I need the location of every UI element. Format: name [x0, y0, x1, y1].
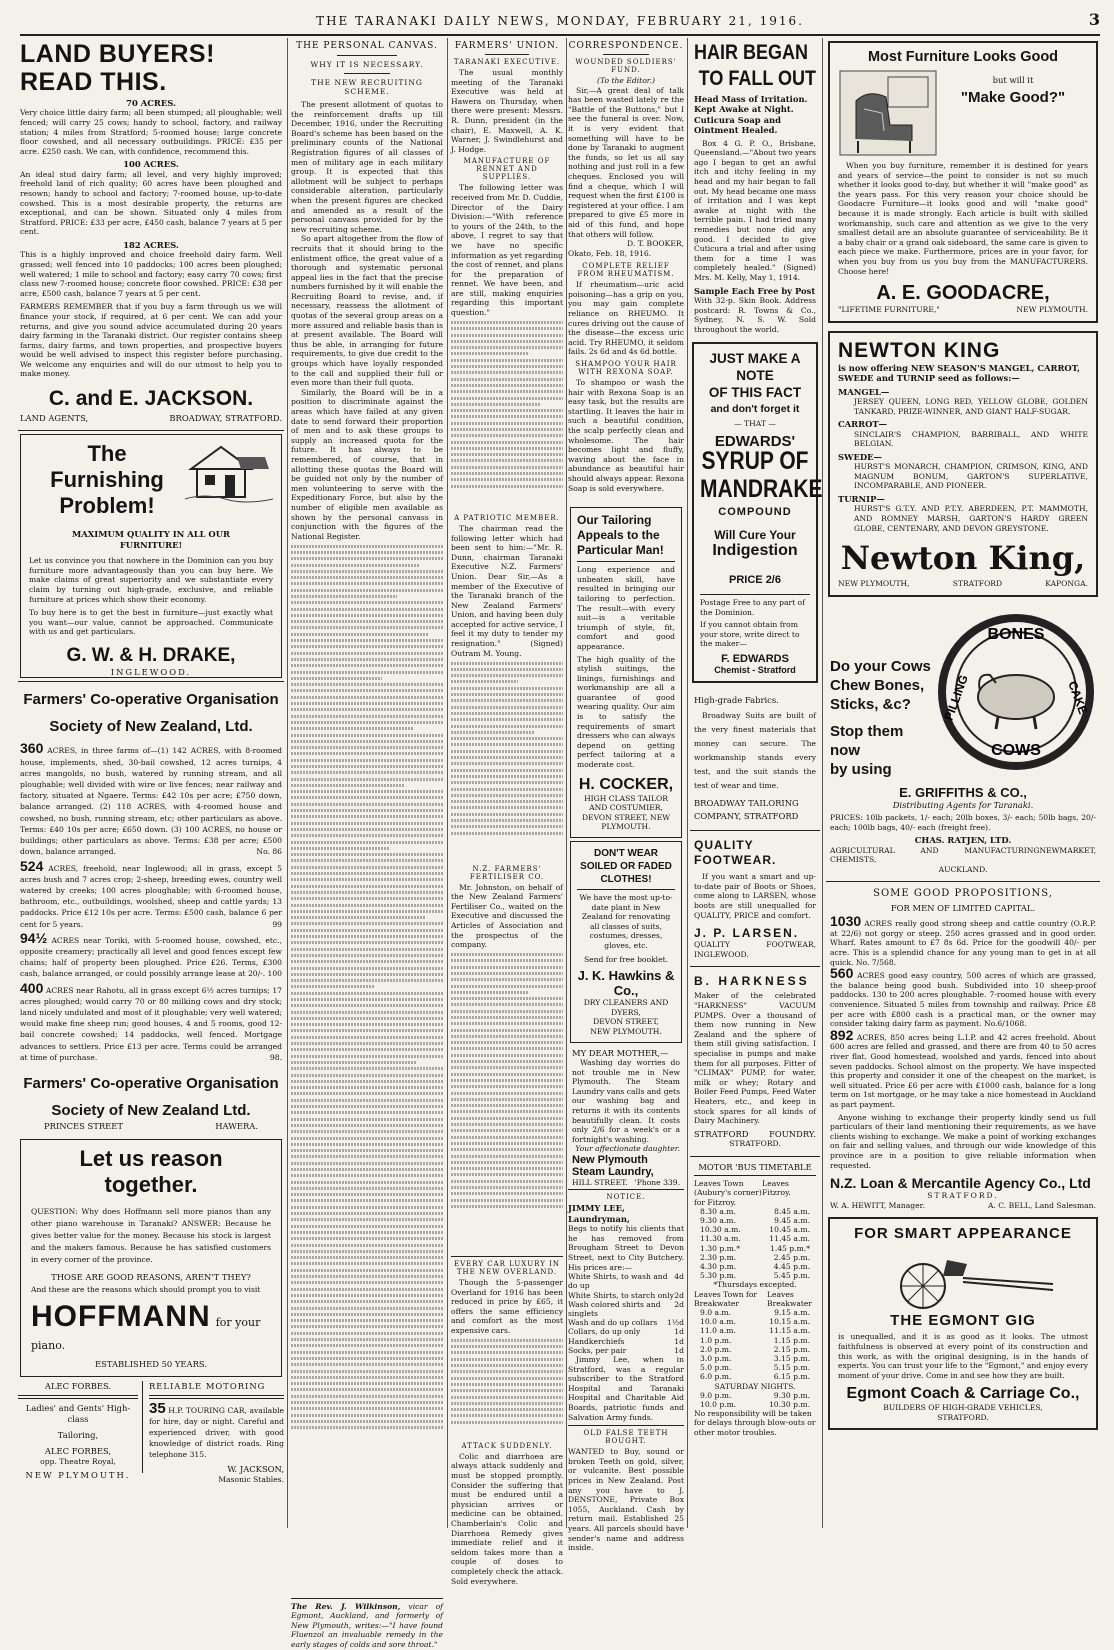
coop-street: PRINCES STREET: [44, 1120, 123, 1131]
union-paragraph: Mr. Johnston, on behalf of the New Zealand Farmers' Fertiliser Co., waited on the Executive and discussed the Articles of Association and the prospectus of the company.: [451, 882, 563, 950]
broadway-firm: BROADWAY TAILORING COMPANY, STRATFORD: [694, 798, 799, 822]
canvas-paragraph: Similarly, the Board will be in a position to discriminate against the areas which have failed at any given date to send forward their proportion of men and to ask these groups to supply an increased quota for the future. It has always to be remembered, of course, that in allotting these quotas the Board will be guided not only by the number of men volunteering to serve with the Expeditionary Force, but also by the number of eligible men available as shown by the personal canvass in conjunction with the figures of the National Register.: [291, 387, 443, 541]
bus-row: 10.0 p.m. 10.30 p.m.: [700, 1400, 810, 1410]
cuticura-sample-text: With 32-p. Skin Book. Address postcard: R. Towns & Co., Sydney, N. S. W. Sold throughout the world.: [694, 295, 816, 334]
editor-line: (To the Editor.): [597, 76, 655, 85]
cuticura-headline: HAIR BEGAN: [694, 40, 809, 64]
mandrake-maker-2: Chemist - Stratford: [714, 664, 796, 675]
griffiths-sub: Distributing Agents for Taranaki.: [892, 799, 1034, 810]
goodacre-tagline: "LIFETIME FURNITURE,": [838, 305, 940, 315]
drake-headline: The Furnishing: [50, 441, 164, 493]
bus-row: 1.0 p.m. 1.15 p.m.: [700, 1335, 810, 1345]
page-number: 3: [1088, 10, 1100, 29]
motoring-text: H.P. TOURING CAR, available for hire, day or night. Careful and experienced driver, with good knowledge of district roads. Ring telephone 315.: [149, 1406, 284, 1460]
bus-row: 3.0 p.m. 3.15 p.m.: [700, 1354, 810, 1364]
union-subhead: N.Z. FARMERS' FERTILISER CO.: [469, 864, 545, 881]
goodacre-firm: A. E. GOODACRE,: [876, 282, 1050, 305]
drake-body: Let us convince you that nowhere in the Dominion can you buy furniture more advantageously than you can buy here. We make claims of great superiority and we substantiate every claim by turning out high-grade, exclusive, and reliable furniture at prices which show their economy.: [29, 556, 273, 604]
larsen-head: QUALITY FOOTWEAR.: [694, 838, 777, 868]
laundry-text: Washing day worries do not trouble me in New Plymouth. The Steam Laundry vans calls and gets our washing bag and returns it with its contents beautifully clean. It costs only 2/6 for a week's or a fortnight's washing.: [572, 1057, 680, 1144]
forbes-line: Ladies' and Gents' High-class: [25, 1403, 131, 1424]
forbes-ad: [18, 1380, 143, 1481]
mandrake-brand-2: SYRUP OF: [701, 447, 809, 476]
bus-rows: [694, 1207, 816, 1281]
goodacre-text: When you buy furniture, remember it is destined for years and years of service—the point to consider is not so much whether it looks good to-day, but whether it will "make good" as the years pass. For this very reason your choice should be Goodacre Furniture—it looks good and will "make good" because it is made strongly. Each article is built with skilled workmanship, such care and attention as we give to the very smallest detail are an absolute guarantee of serviceability. Be it a baby chair or a grand oak sideboard, the same care is given to each piece we make. Furthermore, prices are in your favor, for when you buy from us you buy from the MANUFACTURERS. Choose here!: [838, 161, 1088, 276]
cocker-address: DEVON STREET, NEW PLYMOUTH.: [581, 812, 671, 832]
house-illustration-icon: [185, 441, 273, 501]
motoring-sign-2: Masonic Stables.: [218, 1474, 284, 1484]
hoffmann-name: HOFFMANN: [31, 1300, 211, 1334]
forbes-name: ALEC FORBES.: [44, 1380, 112, 1391]
union-paragraph: The following letter was received from Mr. D. Cuddie, Director of the Dairy Division:—"With reference to yours of the 24th, to the above, I regret to say that we have no specific information as yet regarding the cost of rennet, and plans for the preparation of rennet. We have been, and are still, making enquiries regarding this important question.": [451, 183, 563, 318]
bus-col-head: Leaves Town (Aubury's corner) for Fitzroy.: [694, 1179, 762, 1207]
correspondence-heading: CORRESPONDENCE.: [568, 41, 684, 51]
coop-listing-number: 524: [20, 857, 44, 874]
union-heading: FARMERS' UNION.: [454, 41, 560, 51]
hawkins-text: We have the most up-to-date plant in New Zealand for renovating all classes of suits, costumes, dresses, gloves, etc.: [579, 893, 673, 950]
griffiths-q: Do your Cows: [830, 657, 931, 675]
propositions-sub: FOR MEN OF LIMITED CAPITAL.: [890, 902, 1036, 913]
griffiths-firm: E. GRIFFITHS & CO.,: [899, 784, 1027, 800]
bus-except: *Thursdays excepted.: [713, 1280, 797, 1290]
newton-king-signature: Newton King,: [840, 539, 1086, 578]
motoring-title: RELIABLE MOTORING: [149, 1380, 266, 1391]
proposition-number: 1030: [830, 913, 862, 930]
coop-listing: [20, 979, 282, 1063]
gig-carriage-illustration-icon: [843, 1246, 1083, 1312]
coop-listing-text: ACRES, freehold, near Inglewood; all in grass, except 5 acres bush and 7 acres crop; 2-sheep, breeding ewes, country well watered by creeks; 100 acres ploughable; with 6-roomed house, bathroom, etc., outbuildings, woolshed, sheep and cattle yards; 13 paddocks. Price £12 10s per acre. Terms: £500 cash, balance 6 per cent for 5 years.: [20, 863, 282, 929]
column-rule: [566, 38, 567, 1528]
column-rule: [822, 38, 823, 1528]
coop-title-2: Society of New Zealand, Ltd.: [49, 718, 253, 736]
proposition-text: ACRES really good strong sheep and cattle country (O.R.P. at 22/6) not gorgy or steep. 250 acres grassed and in good order. Wharf. Rates amount to £7 8s 6d. Price for the goodwill 40/- per acre. This is a splendid chance for any young man to get in at all quick.: [830, 919, 1096, 967]
ratjen-town: NEWMARKET,: [1039, 845, 1096, 855]
newton-king-headline: NEWTON KING: [838, 338, 1001, 362]
coop-listing: [20, 857, 282, 930]
laundry-phone: 'Phone 339.: [634, 1177, 680, 1187]
cocker-tailoring-ad: [570, 507, 682, 838]
rheumatism-text: If rheumatism—uric acid poisoning—has a grip on you, you may gain complete reliance on RHEUMO. It cures driving out the cause of the disease—the excess uric acid. Try RHEUMO, it seldom fails. 2s 6d and 4s 6d bottle.: [568, 280, 684, 357]
column-2: [291, 38, 443, 1649]
larsen-firm: J. P. LARSEN.: [694, 926, 800, 941]
land-buyers-ad: [18, 38, 284, 427]
union-sub: TARANAKI EXECUTIVE.: [453, 58, 561, 66]
drake-subhead: MAXIMUM QUALITY IN ALL OUR: [72, 529, 230, 540]
laundry-sign: Your affectionate daughter.: [575, 1144, 680, 1154]
coop-listing-number: 400: [20, 979, 44, 996]
hoffmann-ad: [20, 1139, 282, 1376]
hawkins-line-2: DEVON STREET,: [593, 1017, 659, 1027]
logo-top-text: BONES: [987, 625, 1045, 643]
price-row: Collars, do up only 1d: [568, 1327, 684, 1337]
proposition-item: [830, 965, 1096, 1029]
mandrake-cannot: If you cannot obtain from your store, write direct to the maker—: [700, 620, 800, 649]
hawkins-booklet: Send for free booklet.: [583, 954, 669, 964]
bus-col-head-4: Leaves Breakwater: [766, 1289, 813, 1308]
canvas-paragraph: So apart altogether from the flow of recruits that it should bring to the enlistment office, the great value of a thorough and systematic personal appeal lies in the fact that the precise numbers furnished by it will enable the Recruiting Board to revise, and, if necessary, reassess the allotment of quotas of the several group areas on a more assured and reliable basis than is at present available. The Board will thus be able, in arranging for future requirements, to give due credit to the groups which have loyally responded to the call and supplied their full or even more than their full quota.: [291, 234, 443, 388]
bus-row: 11.0 a.m. 11.15 a.m.: [700, 1326, 810, 1336]
drake-headline-2: Problem!: [59, 493, 155, 519]
price-row: Wash and do up collars 1½d: [568, 1318, 684, 1328]
bus-row: 5.0 p.m. 5.15 p.m.: [700, 1363, 810, 1373]
coop-listing: [20, 740, 282, 857]
firm-address: BROADWAY, STRATFORD.: [169, 413, 282, 424]
coop-listing-ref: 100: [267, 969, 282, 979]
listing-head: 100 ACRES.: [123, 159, 179, 170]
masthead: [20, 8, 1100, 36]
harkness-text: Maker of the celebrated "HARKNESS" VACUUM PUMPS. Over a thousand of them now running in New Zealand and the sphere of them still giving satisfaction. I specialise in pumps and make them for all purposes. Fitter of "CLIMAX" PUMP, for water, milk or whey; Rotary and Boiler Feed Pumps, Feed Water Heaters, etc., and keep in stock spares for all kinds of Dairy Machinery.: [694, 991, 816, 1126]
overland-heading: EVERY CAR LUXURY IN THE NEW OVERLAND.: [454, 1260, 560, 1277]
hoffmann-est: ESTABLISHED 50 YEARS.: [95, 1359, 207, 1370]
bus-saturday: SATURDAY NIGHTS.: [714, 1381, 796, 1391]
price-row: White Shirts, to starch only 2d: [568, 1290, 684, 1300]
correspondence-sign-2: Okato, Feb. 18, 1916.: [568, 248, 652, 258]
seed-group: [838, 452, 1088, 491]
seed-group-name: CARROT—: [838, 419, 887, 430]
bus-col-head-3: Leaves Town for Breakwater: [694, 1289, 758, 1308]
listing-head: 182 ACRES.: [123, 239, 179, 250]
forbes-address: opp. Theatre Royal,: [40, 1456, 116, 1466]
larsen-text: If you want a smart and up-to-date pair of Boots or Shoes, come along to LARSEN, whose boots are still unequalled for QUALITY, PRICE and comfort.: [694, 872, 816, 920]
proposition-number: 560: [830, 965, 854, 982]
hawkins-ad: [570, 841, 682, 1043]
price-row: Handkerchiefs 1d: [568, 1336, 684, 1346]
firm-role: LAND AGENTS,: [20, 413, 89, 424]
correspondence-sign: D. T. BOOKER,: [627, 239, 684, 249]
seed-group: [838, 494, 1088, 533]
proposition-ref: No.6/1068.: [983, 1019, 1027, 1029]
bus-row: 10.30 a.m. 10.45 a.m.: [700, 1225, 810, 1235]
proposition-ref: No. 7/568.: [855, 957, 897, 967]
correspondence-letter: Sir,—A great deal of talk has been wasted lately re the "Battle of the Buttons," but I see the funeral is over. Now, it is very evident that something will have to be done by Taranaki to augment the funds, so let us all say nothing and just roll in a few cheques. Enclosed you will find a cheque, which I will request when the first £100 is registered at your office. I am prepared to give £5 more in aid of this fund, and hope that others will follow.: [568, 85, 684, 239]
coop-listing-text: ACRES near Toriki, with 5-roomed house, cowshed, etc., opposite creamery; practically all level and good fences except few chains; half of property been ploughed. Price £26. Terms, £300 cash, balance arranged, or could possibly arrange lease at 20/-.: [20, 935, 282, 979]
seed-group: [838, 387, 1088, 417]
laundry-ad: [568, 1046, 684, 1191]
teeth-text: WANTED to Buy, sound or broken Teeth on gold, silver, or vulcanite. Best possible prices in New Zealand. Post any you have to J. DENSTONE, Private Box 1055, Auckland. Cash by return mail. Established 25 years. All parcels should have sender's name and address inside.: [568, 1447, 684, 1553]
union-subhead: A PATRIOTIC MEMBER.: [454, 513, 560, 522]
rheumatism-heading: COMPLETE RELIEF FROM RHEUMATISM.: [577, 262, 675, 279]
griffiths-ad: [826, 603, 1100, 879]
motoring-ad: [143, 1380, 284, 1484]
bus-timetable: [690, 1160, 820, 1439]
armchair-illustration-icon: [838, 69, 938, 157]
newton-king-intro: is now offering NEW SEASON'S MANGEL, CARROT, SWEDE and TURNIP seed as follows:—: [838, 362, 1080, 384]
coop-listing-number: 360: [20, 740, 44, 757]
proposition-text: ACRES good easy country, 500 acres of which are grassed, the balance being good bush. Subdivided into 10 sheep-proof paddocks. 130 to 200 acres ploughable. 7-roomed house with every convenience. Situated 5 miles from township and railway. Price £8 per acre with £800 cash is a practical man, or the owner may consider taking dairy farm as payment.: [830, 971, 1096, 1029]
goodacre-town: NEW PLYMOUTH.: [1016, 305, 1088, 315]
bus-row: 1.30 p.m.* 1.45 p.m.*: [700, 1243, 810, 1253]
mandrake-brand: EDWARDS': [714, 432, 796, 450]
egmont-headline: FOR SMART APPEARANCE: [854, 1225, 1072, 1243]
larsen-sub: QUALITY FOOTWEAR, INGLEWOOD.: [694, 940, 816, 959]
logo-right-text: CAKE: [1065, 678, 1091, 716]
canvas-paragraph: The present allotment of quotas to the reinforcement drafts up till December, 1916, under the Recruiting Board's scheme has been based on the preliminary counts of the National Registration figures of all classes of men of military age in each military group. It is expected that this allotment will be subject to perhaps considerable alteration, particularly when the present figures are checked and amended as a result of the personal canvass provided for by the new recruiting scheme.: [291, 100, 443, 234]
egmont-gig-ad: [828, 1217, 1098, 1430]
logo-center-text: COWS: [991, 741, 1041, 759]
seed-group-items: JERSEY QUEEN, LONG RED, YELLOW GLOBE, GOLDEN TANKARD, PRIZE-WINNER, AND GIANT HALF-SUGAR.: [854, 396, 1088, 416]
notice-footer: Jimmy Lee, when in Stratford, was a regular subscriber to the Stratford Hospital and Taranaki Hospital and Charitable Aid Boards, patriotic funds and Salvation Army funds.: [568, 1355, 684, 1422]
mandrake-line-2: OF THIS FACT: [708, 385, 802, 401]
column-rule: [287, 38, 288, 1528]
loan-agency-firm: N.Z. Loan & Mercantile Agency Co., Ltd: [830, 1175, 1091, 1192]
bus-row: 8.30 a.m. 8.45 a.m.: [700, 1206, 810, 1216]
proposition-item: [830, 1026, 1096, 1110]
bus-row: 9.30 a.m. 9.45 a.m.: [700, 1215, 810, 1225]
logo-left-text: PILLING: [941, 672, 971, 722]
bus-row: 4.30 p.m. 4.45 p.m.: [700, 1261, 810, 1271]
griffiths-stop: Stop them now: [830, 722, 904, 759]
griffiths-prices: PRICES: 10lb packets, 1/- each; 20lb boxes, 3/- each; 50lb bags, 20/- each; 100lb bags, 40/- each (freight free).: [830, 813, 1096, 832]
seed-group-items: HURST'S G.T.Y. AND P.T.Y. ABERDEEN, P.T. MAMMOTH, AND ROMNEY MARSH, GARTON'S HARDY GREEN GLOBE, CENTENARY, AND DEVON GREYSTONE.: [854, 504, 1088, 533]
propositions-closing: Anyone wishing to exchange their property kindly send us full particulars of their land mentioning their requirements, as we have clients wishing to exchange. We make a point of working exchanges on fair and selling values, and through our wide knowledge of this province are in a position to give reliable information when requested.: [830, 1112, 1096, 1170]
goodacre-sub: but will it: [992, 75, 1034, 85]
column-6: [826, 38, 1100, 1530]
attack-text: Colic and diarrhoea are always attack suddenly and must be stopped promptly. Consider the suffering that must be endured until a physician arrives or medicine can be obtained. Chamberlain's Colic and Diarrhoea Remedy gives immediate relief and it seldom takes more than a couple of doses to completely check the attack. Sold everywhere.: [451, 1451, 563, 1586]
hawkins-line-3: NEW PLYMOUTH.: [590, 1026, 662, 1036]
overland-text: Though the 5-passenger Overland for 1916 has been reduced in price by £65, it offers the same efficiency and comfort as the most expensive cars.: [451, 1278, 563, 1335]
hawkins-firm: J. K. Hawkins & Co.,: [577, 968, 675, 999]
union-text-continued: [451, 321, 563, 511]
tailoring-text-2: The high quality of the stylish suitings, the linings, furnishings and workmanship are all a guarantee of good wearing quality. Our aim is to satisfy the requirements of smart dressers who can always depend on getting perfect tailoring at a moderate cost.: [577, 654, 675, 770]
loan-agency-salesman: A. C. BELL, Land Salesman.: [987, 1200, 1096, 1210]
coop-listing-ref: No. 86: [256, 847, 282, 857]
motoring-sign: W. JACKSON,: [227, 1464, 284, 1475]
forbes-name-2: ALEC FORBES,: [44, 1446, 112, 1457]
teeth-heading: OLD FALSE TEETH BOUGHT.: [583, 1429, 669, 1446]
mandrake-compound: COMPOUND: [718, 505, 792, 518]
coop-town: HAWERA.: [215, 1120, 258, 1131]
propositions-headline: SOME GOOD PROPOSITIONS,: [873, 888, 1053, 900]
goodacre-quote: "Make Good?": [960, 89, 1066, 107]
seed-group-name: MANGEL—: [838, 386, 890, 397]
price-row: Wash colored shirts and singlets 2d: [568, 1299, 684, 1319]
cuticura-sub: Head Mass of Irritation. Kept Awake at Night. Cuticura Soap and Ointment Healed.: [694, 94, 808, 136]
bus-row: 5.30 p.m. 5.45 p.m.: [700, 1271, 810, 1281]
cocker-firm: H. COCKER,: [578, 775, 674, 793]
canvas-sub: WHY IT IS NECESSARY.: [310, 60, 424, 69]
coop-listing: [20, 929, 282, 980]
seed-group-name: SWEDE—: [838, 451, 882, 462]
egmont-text: is unequalled, and it is as good as it looks. The utmost faithfulness is observed at every point of its construction and this work, as with the original designing, is in the hands of experts. You can trust your life to the "Egmont," and enjoy every moment of your drive. Come in and see how they are built.: [838, 1332, 1088, 1380]
cuticura-headline-2: TO FALL OUT: [698, 66, 816, 90]
hoffmann-reasons: THOSE ARE GOOD REASONS, AREN'T THEY?: [51, 1272, 251, 1283]
newton-king-town: NEW PLYMOUTH,: [838, 579, 910, 589]
attack-heading: ATTACK SUDDENLY.: [461, 1441, 553, 1450]
column-5: [690, 38, 823, 1530]
bonemeal-logo-icon: [936, 607, 1096, 777]
proposition-text: ACRES, 850 acres being L.I.P. and 42 acres freehold. About 600 acres are felled and grassed, and there are from 40 to 50 acres river flat. Good homestead, woolshed and yards, fenced into about seven paddocks. School almost on the property. We have inspected this property and consider it one of the cheapest on the market, is well situated. Price £6 per acre with £1000 cash, balance for a long term on 1st mortgage, or he may take a nice homestead in Auckland as part payment.: [830, 1032, 1096, 1109]
newton-king-town-2: STRATFORD: [952, 579, 1003, 589]
mandrake-price: PRICE 2/6: [729, 573, 781, 586]
cuticura-sample: Sample Each Free by Post: [694, 285, 816, 296]
loan-agency-town: STRATFORD.: [927, 1191, 999, 1201]
egmont-firm: Egmont Coach & Carriage Co.,: [846, 1385, 1080, 1403]
cocker-line: HIGH CLASS TAILOR AND COSTUMIER,: [584, 793, 668, 813]
drake-firm: G. W. & H. DRAKE,: [66, 645, 236, 667]
bus-row: 2.0 p.m. 2.15 p.m.: [700, 1344, 810, 1354]
column-4: [568, 38, 684, 1553]
mandrake-line: JUST MAKE A NOTE: [709, 351, 801, 384]
canvas-text-continued: [291, 545, 443, 1595]
newton-king-ad: [828, 331, 1098, 597]
bus-row: 9.0 p.m. 9.30 p.m.: [700, 1390, 810, 1400]
ratjen-line: AGRICULTURAL AND MANUFACTURING CHEMISTS,: [830, 845, 1040, 865]
griffiths-stop-2: by using: [830, 760, 892, 778]
coop-title-repeat: Farmers' Co-operative Organisation: [23, 1074, 279, 1092]
hawkins-line: DRY CLEANERS AND DYERS,: [583, 998, 669, 1017]
bus-row: 9.0 a.m. 9.15 a.m.: [700, 1308, 810, 1317]
laundry-greeting: MY DEAR MOTHER,—: [572, 1047, 669, 1058]
column-rule: [447, 38, 448, 1528]
mandrake-cure: Will Cure Your: [714, 527, 796, 542]
notice-text: Begs to notify his clients that he has removed from Brougham Street to Devon Street, next to City Butchery. His prices are:—: [568, 1224, 684, 1272]
hoffmann-tag: for your piano.: [31, 1316, 261, 1353]
coop-listing-ref: 99: [272, 919, 282, 929]
shampoo-heading: SHAMPOO YOUR HAIR WITH REXONA SOAP.: [575, 360, 677, 377]
hoffmann-reasons-2: And these are the reasons which should prompt you to visit: [31, 1284, 261, 1294]
laundry-address: HILL STREET.: [572, 1177, 628, 1187]
griffiths-q-2: Chew Bones,: [830, 676, 925, 694]
bus-row: 10.0 a.m. 10.15 a.m.: [700, 1317, 810, 1327]
tailoring-headline: Our Tailoring Appeals to the Particular Man!: [577, 513, 664, 558]
drake-subhead-2: FURNITURE!: [119, 539, 183, 550]
price-row: Socks, per pair 1d: [568, 1345, 684, 1355]
union-paragraph: The usual monthly meeting of the Taranaki Executive was held at Hawera on Thursday, when there were present: Messrs. R. Dunn, president (in the chair), E. Maxwell, A. K. Warner, J. Swindlehurst and J. Hodge.: [451, 68, 563, 154]
farmers-remember-note: FARMERS REMEMBER that if you buy a farm through us we will finance your stock, if required, at 6 per cent. We can add your returns, and give you sound advice accumulated during 20 years dairy farming in the Taranaki district. Our register contains sheep farms, dairy farms, and town properties, and prospective buyers would be well advised to inspect this register before purchasing. We welcome any enquiries and will do our utmost to help you to make money.: [20, 302, 282, 379]
masthead-title: THE TARANAKI DAILY NEWS, MONDAY, FEBRUARY 21, 1916.: [316, 14, 804, 28]
bus-row: 2.30 p.m. 2.45 p.m.: [700, 1252, 810, 1262]
mandrake-maker: F. EDWARDS: [721, 652, 789, 665]
griffiths-q-3: Sticks, &c?: [830, 695, 911, 713]
propositions-ad: [826, 885, 1100, 1214]
laundry-name: New Plymouth Steam Laundry,: [572, 1153, 654, 1178]
proposition-item: [830, 913, 1096, 967]
forbes-town: NEW PLYMOUTH.: [25, 1470, 131, 1481]
fluenzol-testimonial: [291, 1602, 443, 1650]
column-3: [451, 38, 563, 1586]
harkness-ad: [690, 970, 820, 1152]
overland-text-continued: [451, 1339, 563, 1439]
union-subhead: MANUFACTURE OF RENNET AND SUPPLIES.: [463, 157, 551, 182]
mandrake-brand-3: MANDRAKE: [700, 475, 823, 504]
cuticura-text: Box 4 G. P. O., Brisbane, Queensland.—"About two years ago I began to get an awful itch and itchy feeling in my head and my hair began to fall out. My head became one mass of irritation and I was kept awake at night with the terrible pain. I had tried many remedies but none did any good. I decided to give Cuticura a trial and after using them for a time I was completely healed." (Signed) Mrs. M. Kelly, May 1, 1914.: [694, 138, 816, 282]
broadway-text: Broadway Suits are built of the very finest materials that money can secure. The workmanship stands every test, and the suit stands the test of wear and time.: [694, 711, 816, 791]
union-paragraph: The chairman read the following letter which had been sent to him:—"Mr. R. Dunn, chairman Taranaki Executive N.Z. Farmers' Union. Dear Sir,—As a member of the Executive of the Taranaki branch of the New Zealand Farmers' Union, and having been duly accepted for active service, I feel it my duty to tender my resignation." (Signed) Outram M. Young.: [451, 523, 563, 658]
broadway-ad: [690, 691, 820, 827]
bus-footer: No responsibility will be taken for delays through blow-outs or other motor troubles.: [694, 1409, 816, 1437]
mandrake-ad: [692, 342, 823, 683]
seed-group-items: HURST'S MONARCH, CHAMPION, CRIMSON, KING, AND MAGNUM BONUM, GARTON'S SUPERLATIVE, INCOMPARABLE, AND PIONEER.: [854, 462, 1088, 491]
coop-listing-ref: 98.: [269, 1052, 282, 1062]
canvas-sub-2: THE NEW RECRUITING SCHEME.: [311, 78, 423, 96]
hoffmann-headline: Let us reason together.: [79, 1146, 223, 1198]
notice-name: JIMMY LEE, Laundryman,: [568, 1203, 630, 1224]
column-rule: [687, 38, 688, 1528]
loan-agency-manager: W. A. HEWITT, Manager.: [830, 1200, 925, 1210]
egmont-town: STRATFORD.: [937, 1412, 989, 1422]
drake-town: INGLEWOOD.: [110, 667, 192, 678]
seed-group: [838, 419, 1088, 449]
bus-row: 6.0 p.m. 6.15 p.m.: [700, 1372, 810, 1382]
listing-text: An ideal stud dairy farm; all level, and very highly improved; freehold land of rich quality; 60 acres have been ploughed and resown; handy to school and factory; 7-roomed house, up-to-date cowshed. This is a most desirable property, the returns are exceptional, and can be shown. Situated only 4 miles from Stratford. PRICE: £33 per acre, £450 cash, balance 7 years at 5 per cent.: [20, 169, 282, 237]
bus-rows-2: [694, 1308, 816, 1382]
notice-heading: NOTICE.: [606, 1193, 646, 1202]
tailoring-text: Long experience and unbeaten skill, have resulted in bringing our tailoring to perfection. The result—with every suit—is a veritable triumph of style, fit, comfort and good appearance.: [577, 565, 675, 651]
goodacre-ad: [828, 41, 1098, 323]
harkness-footer-right: FOUNDRY.: [769, 1128, 816, 1139]
coop-listing-number: 94½: [20, 929, 48, 946]
listing-text: Very choice little dairy farm; all been stumped; all ploughable; well fenced; will carry 25 cows; handy to school, factory, and railway station; 4 miles from Stratford; 5-roomed house; large concrete floor cowshed, and all necessary outbuildings. PRICE: £35 per acre. £250 cash. We can, with confidence, recommend this.: [20, 108, 282, 156]
egmont-name: THE EGMONT GIG: [890, 1312, 1036, 1330]
bus-col-head-2: Leaves Fitzroy.: [762, 1179, 791, 1198]
broadway-head: High-grade Fabrics.: [694, 694, 779, 705]
ratjen-firm: CHAS. RATJEN, LTD.: [914, 835, 1012, 846]
shampoo-text: To shampoo or wash the hair with Rexona Soap is an easy task, but the results are startling. It leaves the hair in such a beautiful condition, the scalp perfectly clean and wholesome. The hair becomes light and fluffy, waving about the face in abundance as beautiful hair should always appear. Rexona Soap is sold everywhere.: [568, 378, 684, 493]
cuticura-ad: [690, 38, 820, 336]
correspondence-sub: WOUNDED SOLDIERS' FUND.: [575, 58, 677, 74]
goodacre-headline: Most Furniture Looks Good: [867, 49, 1059, 65]
proposition-number: 892: [830, 1026, 854, 1043]
harkness-town: STRATFORD.: [729, 1139, 781, 1149]
drake-body-2: To buy here is to get the best in furniture—just exactly what you want—our value, cannot be approached. Communicate with us and get particulars.: [29, 608, 273, 637]
land-buyers-headline: LAND BUYERS! READ THIS.: [20, 40, 215, 96]
hawkins-headline: DON'T WEAR SOILED OR FADED CLOTHES!: [580, 848, 672, 885]
egmont-sub: BUILDERS OF HIGH-GRADE VEHICLES,: [883, 1403, 1043, 1413]
bus-row: 11.30 a.m. 11.45 a.m.: [700, 1234, 810, 1244]
column-1: [18, 38, 284, 1530]
newton-king-town-3: KAPONGA.: [1045, 579, 1088, 589]
mandrake-postage: Postage Free to any part of the Dominion.: [700, 597, 805, 617]
union-text-continued: [451, 662, 563, 862]
union-text-continued: [451, 953, 563, 1253]
hoffmann-question: QUESTION: Why does Hoffmann sell more pianos than any other piano warehouse in Taranaki? ANSWER: Because he gives better value for the money. Because his stock is largest and the makers famous. Because he has satisfied customers in every corner of the province.: [31, 1207, 271, 1265]
testimonial-name: The Rev. J. Wilkinson,: [291, 1601, 401, 1611]
seed-group-name: TURNIP—: [838, 493, 885, 504]
price-row: White Shirts, to wash and do up 4d: [568, 1272, 684, 1291]
harkness-firm: B. HARKNESS: [694, 974, 810, 989]
testimonial-text: vicar of Egmont, Auckland, and formerly of New Plymouth, writes:—"I have found Fluenzol an invaluable remedy in the early stages of colds and sore throat.": [291, 1601, 443, 1649]
coop-listing-text: ACRES, in three farms of—(1) 142 ACRES, with 8-roomed house, implements, shed, 30-bail cowshed, 12 acres turnips, 4 acres mangolds, no bush, watered by running stream, and all ploughable; well divided with wire or live fences; near railway and factory, situated at Ngaere. Terms: £42 10s per acre; £750 down, balance arranged. (2) 118 ACRES, with 4-roomed house and cowshed, no bush, running stream, etc; other particulars as above. Terms: £40 10s per acre; £650 down. (3) 100 ACRES, no house or buildings; other particulars as above. Terms: £38 per acre; £500 down, balance arranged.: [20, 746, 282, 857]
farmers-coop-ad: [18, 685, 284, 1135]
jackson-firm: C. and E. JACKSON.: [48, 387, 254, 411]
larsen-ad: [690, 834, 820, 963]
bus-rows-3: [694, 1391, 816, 1409]
mandrake-line-3: and don't forget it: [710, 403, 800, 416]
bus-title: MOTOR 'BUS TIMETABLE: [698, 1161, 812, 1172]
mandrake-indigestion: Indigestion: [712, 541, 798, 559]
canvas-heading: THE PERSONAL CANVAS.: [296, 41, 438, 51]
coop-title: Farmers' Co-operative Organisation: [23, 691, 279, 709]
coop-title-repeat-2: Society of New Zealand Ltd.: [51, 1101, 251, 1119]
listing-text: This is a highly improved and choice freehold dairy farm. Well grassed; well fenced into 10 paddocks; 100 acres been ploughed; well watered; 1 mile to school and factory; easy carry 70 cows; first class new 7-roomed house; concrete floor cowshed. PRICE: £38 per acre, £500 cash, balance 7 years at 5 per cent.: [20, 250, 282, 298]
coop-listing-text: ACRES near Rahotu, all in grass except 6½ acres turnips; 17 acres ploughed; would carry 70 or 80 milking cows and dry stock; land nicely undulated and most of it ploughable; very well watered; would make fine sheep run; good houses, 4 and 5 rooms, good 12-bail concrete cowshed; 14 paddocks, well fenced. Mortgage advances to settlers. Price £13 per acre. Terms could be arranged at time of purchase.: [20, 985, 282, 1062]
harkness-footer-left: STRATFORD: [694, 1128, 749, 1139]
ratjen-city: AUCKLAND.: [938, 864, 988, 874]
forbes-line-2: Tailoring,: [57, 1429, 99, 1440]
drake-furnishing-ad: [20, 434, 282, 678]
mandrake-line-4: — THAT —: [734, 419, 776, 429]
listing-head: 70 ACRES.: [126, 98, 176, 108]
price-list: [568, 1272, 684, 1355]
seed-group-items: SINCLAIR'S CHAMPION, BARRIBALL, AND WHITE BELGIAN.: [854, 429, 1088, 449]
motoring-hp: 35: [149, 1400, 166, 1418]
